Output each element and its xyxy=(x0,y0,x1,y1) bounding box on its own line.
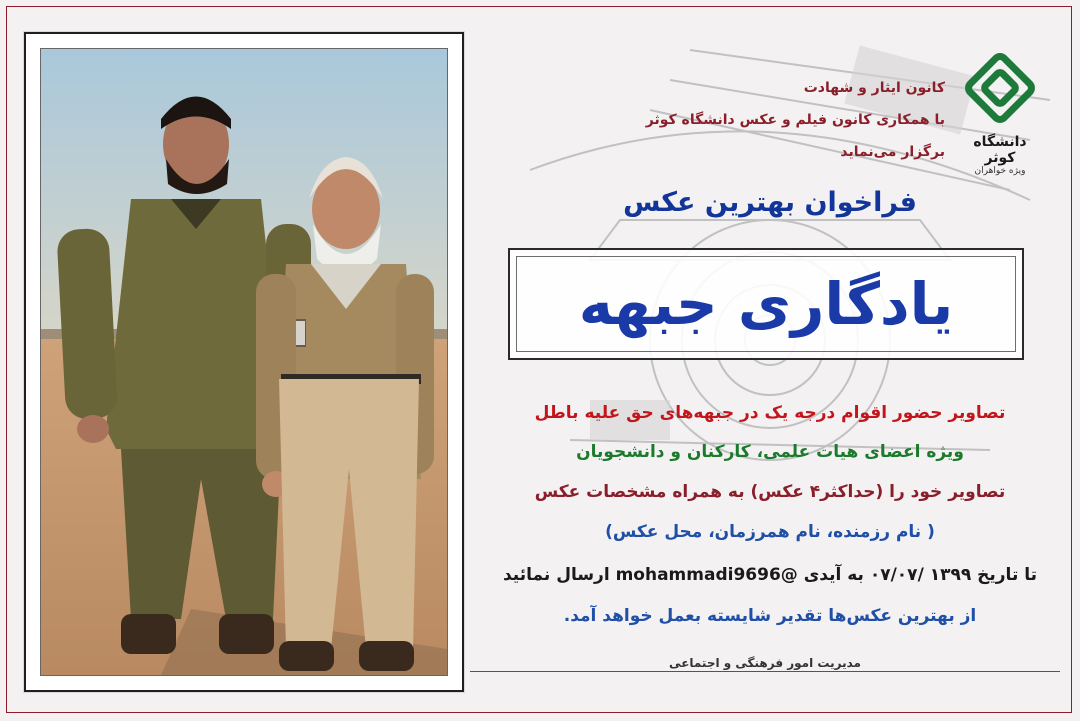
two-men-photo-illustration xyxy=(41,49,447,675)
footer-text: مدیریت امور فرهنگی و اجتماعی xyxy=(640,656,890,670)
body-line-6: از بهترین عکس‌ها تقدیر شایسته بعمل خواهد آمد. xyxy=(563,606,977,626)
body-line-3: تصاویر خود را (حداکثر۴ عکس) به همراه مشخصات عکس xyxy=(534,482,1006,502)
organizer-line-2: با همکاری کانون فیلم و عکس دانشگاه کوثر xyxy=(645,112,945,128)
body-line-2: ویژه اعضای هیات علمی، کارکنان و دانشجویان xyxy=(576,442,964,462)
body-line-4: ( نام رزمنده، نام همرزمان، محل عکس) xyxy=(605,522,935,542)
banner-box xyxy=(508,248,1024,360)
logo-subtitle: ویژه خواهران xyxy=(974,166,1026,176)
body-line-5: تا تاریخ ۱۳۹۹ /۰۷/۰۷ به آیدی @mohammadi9696 ارسال نمائید xyxy=(502,565,1038,585)
logo-emblem-icon xyxy=(960,48,1040,128)
call-title: فراخوان بهترین عکس xyxy=(623,187,917,218)
front-photo xyxy=(40,48,448,676)
university-logo xyxy=(960,48,1040,178)
organizer-line-3: برگزار می‌نماید xyxy=(840,144,945,160)
organizer-line-1: کانون ایثار و شهادت xyxy=(803,80,945,96)
footer-divider xyxy=(470,671,1060,672)
banner-inner-frame xyxy=(516,256,1016,352)
logo-name: دانشگاه کوثر xyxy=(973,134,1027,166)
body-line-1: تصاویر حضور اقوام درجه یک در جبهه‌های حق علیه باطل xyxy=(534,403,1006,423)
banner-title: یادگاری جبهه xyxy=(578,270,954,338)
